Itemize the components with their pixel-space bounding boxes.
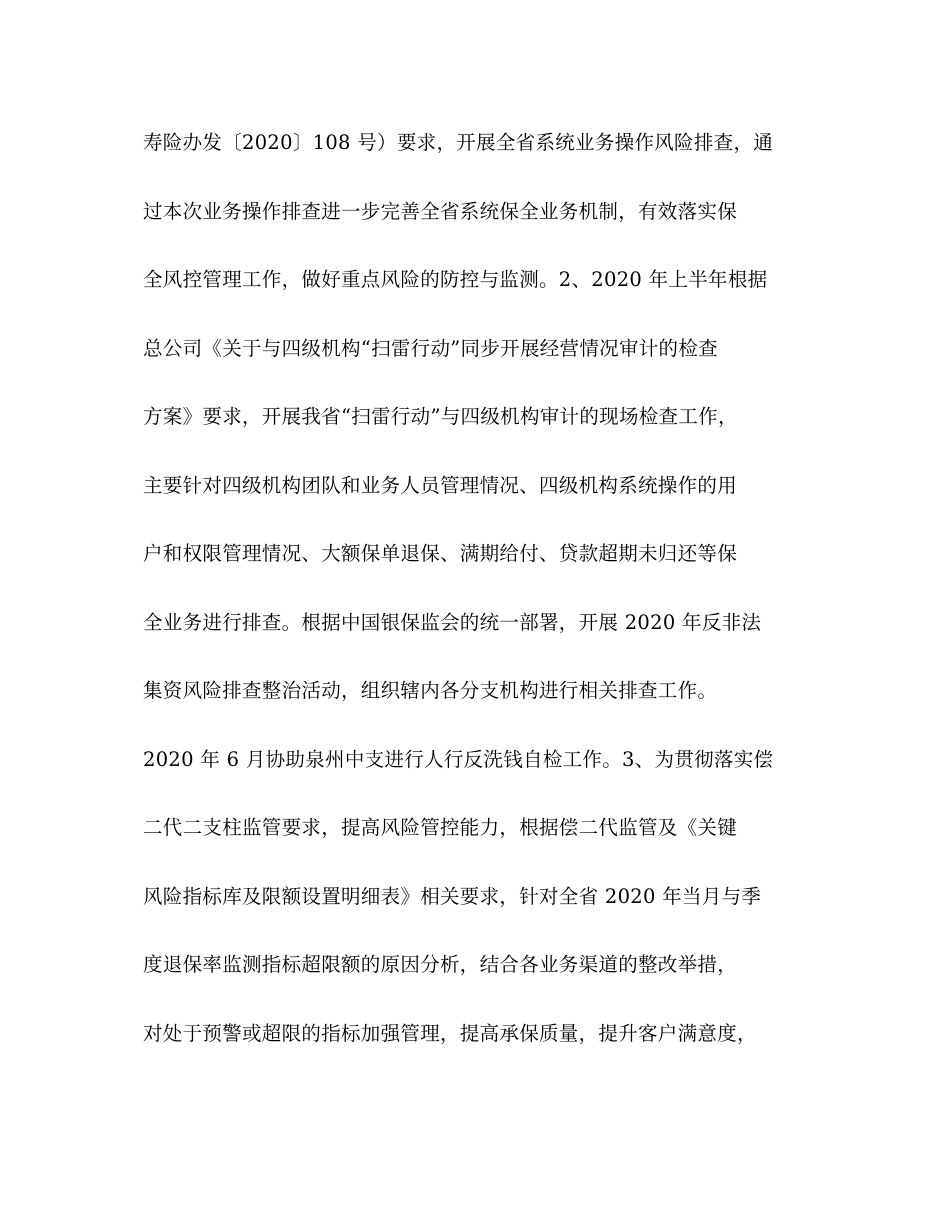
text-line-2: 过本次业务操作排查进一步完善全省系统保全业务机制，有效落实保 <box>143 199 738 223</box>
body-paragraph <box>143 123 823 1082</box>
text-line-7: 户和权限管理情况、大额保单退保、满期给付、贷款超期未归还等保 <box>143 542 738 565</box>
text-line-14: 对处于预警或超限的指标加强管理，提高承保质量，提升客户满意度， <box>143 1021 757 1045</box>
text-line-1: 寿险办发〔2020〕108 号）要求，开展全省系统业务操作风险排查，通 <box>143 131 774 154</box>
text-line-13: 度退保率监测指标超限额的原因分析，结合各业务渠道的整改举措， <box>143 953 738 976</box>
text-line-6: 主要针对四级机构团队和业务人员管理情况、四级机构系统操作的用 <box>143 473 738 497</box>
text-line-3: 全风控管理工作，做好重点风险的防控与监测。2、2020 年上半年根据 <box>143 268 768 291</box>
text-line-10: 2020 年 6 月协助泉州中支进行人行反洗钱自检工作。3、为贯彻落实偿 <box>143 747 774 771</box>
text-line-4: 总公司《关于与四级机构“扫雷行动”同步开展经营情况审计的检查 <box>143 336 718 360</box>
text-line-11: 二代二支柱监管要求，提高风险管控能力，根据偿二代监管及《关键 <box>143 816 738 839</box>
text-line-5: 方案》要求，开展我省“扫雷行动”与四级机构审计的现场检查工作， <box>143 405 738 428</box>
text-line-8: 全业务进行排查。根据中国银保监会的统一部署，开展 2020 年反非法 <box>143 610 762 634</box>
text-line-9: 集资风险排查整治活动，组织辖内各分支机构进行相关排查工作。 <box>143 679 718 702</box>
text-line-12: 风险指标库及限额设置明细表》相关要求，针对全省 2020 年当月与季 <box>143 884 762 908</box>
